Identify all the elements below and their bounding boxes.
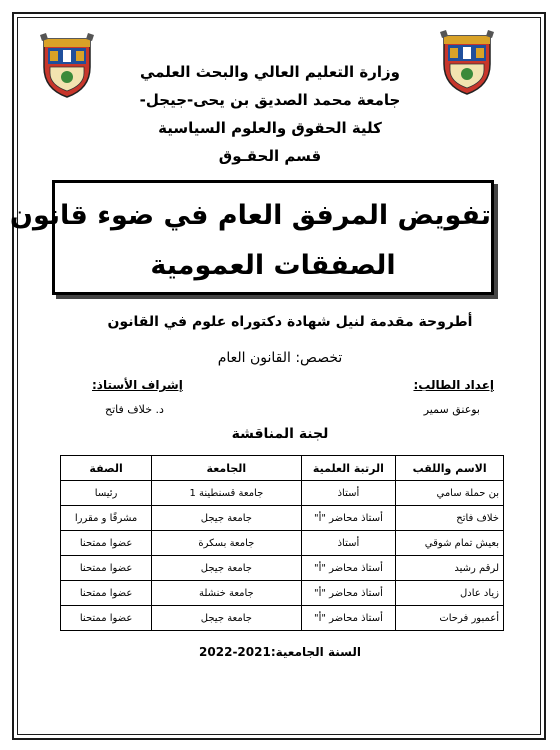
table-row (61, 556, 504, 581)
column-header-name: الاسم واللقب (396, 456, 504, 481)
column-header-role: الصفة (61, 456, 152, 481)
column-header-rank: الرتبة العلمية (301, 456, 396, 481)
member-role: رئيسا (61, 481, 152, 506)
member-university: جامعة خنشلة (152, 581, 301, 606)
member-rank: أستاذ (301, 531, 396, 556)
student-name: بوعنق سمير (423, 403, 480, 416)
university-emblem-icon (440, 30, 494, 96)
member-rank: أستاذ محاضر "أ" (301, 606, 396, 631)
university-emblem-icon (40, 33, 94, 99)
member-rank: أستاذ محاضر "أ" (301, 581, 396, 606)
member-university: جامعة بسكرة (152, 531, 301, 556)
table-row (61, 606, 504, 631)
prepared-by-label: إعداد الطالب: (413, 378, 494, 392)
member-name: خلاف فاتح (396, 506, 504, 531)
university-line: جامعة محمد الصديق بن يحى-جيجل- (139, 91, 401, 109)
thesis-title-line-1: تفويض المرفق العام في ضوء قانون (9, 200, 491, 231)
member-university: جامعة قسنطينة 1 (152, 481, 301, 506)
table-row (61, 531, 504, 556)
member-rank: أستاذ محاضر "أ" (301, 556, 396, 581)
institution-header (100, 58, 440, 170)
faculty-line: كلية الحقوق والعلوم السياسية (158, 119, 382, 137)
member-university: جامعة جيجل (152, 606, 301, 631)
committee-title: لجنة المناقشة (231, 426, 329, 442)
member-rank: أستاذ محاضر "أ" (301, 506, 396, 531)
specialty: تخصص: القانون العام (217, 350, 343, 366)
thesis-title-line-2: الصفقات العمومية (150, 250, 396, 281)
member-name: أعمبور فرحات (396, 606, 504, 631)
member-name: بعيش تمام شوقي (396, 531, 504, 556)
member-role: عضوا ممتحنا (61, 606, 152, 631)
member-role: مشرفًا و مقررا (61, 506, 152, 531)
member-role: عضوا ممتحنا (61, 581, 152, 606)
column-header-university: الجامعة (152, 456, 301, 481)
supervisor-name: د. خلاف فاتح (105, 403, 164, 416)
member-role: عضوا ممتحنا (61, 556, 152, 581)
member-name: زياد عادل (396, 581, 504, 606)
committee-header-row (61, 456, 504, 481)
thesis-title-box (9, 180, 494, 295)
member-university: جامعة جيجل (152, 506, 301, 531)
thesis-description: أطروحة مقدمة لنيل شهادة دكتوراه علوم في القانون (107, 314, 473, 330)
member-role: عضوا ممتحنا (61, 531, 152, 556)
member-rank: أستاذ (301, 481, 396, 506)
table-row (61, 481, 504, 506)
academic-year: السنة الجامعية:2021-2022 (199, 645, 361, 659)
table-row (61, 506, 504, 531)
table-row (61, 581, 504, 606)
member-name: بن حملة سامي (396, 481, 504, 506)
supervised-by-label: إشراف الأستاذ: (92, 378, 183, 392)
committee-table (60, 455, 504, 631)
department-line: قسم الحقـوق (218, 147, 322, 165)
member-name: لرقم رشيد (396, 556, 504, 581)
ministry-line: وزارة التعليم العالي والبحث العلمي (139, 63, 401, 81)
member-university: جامعة جيجل (152, 556, 301, 581)
